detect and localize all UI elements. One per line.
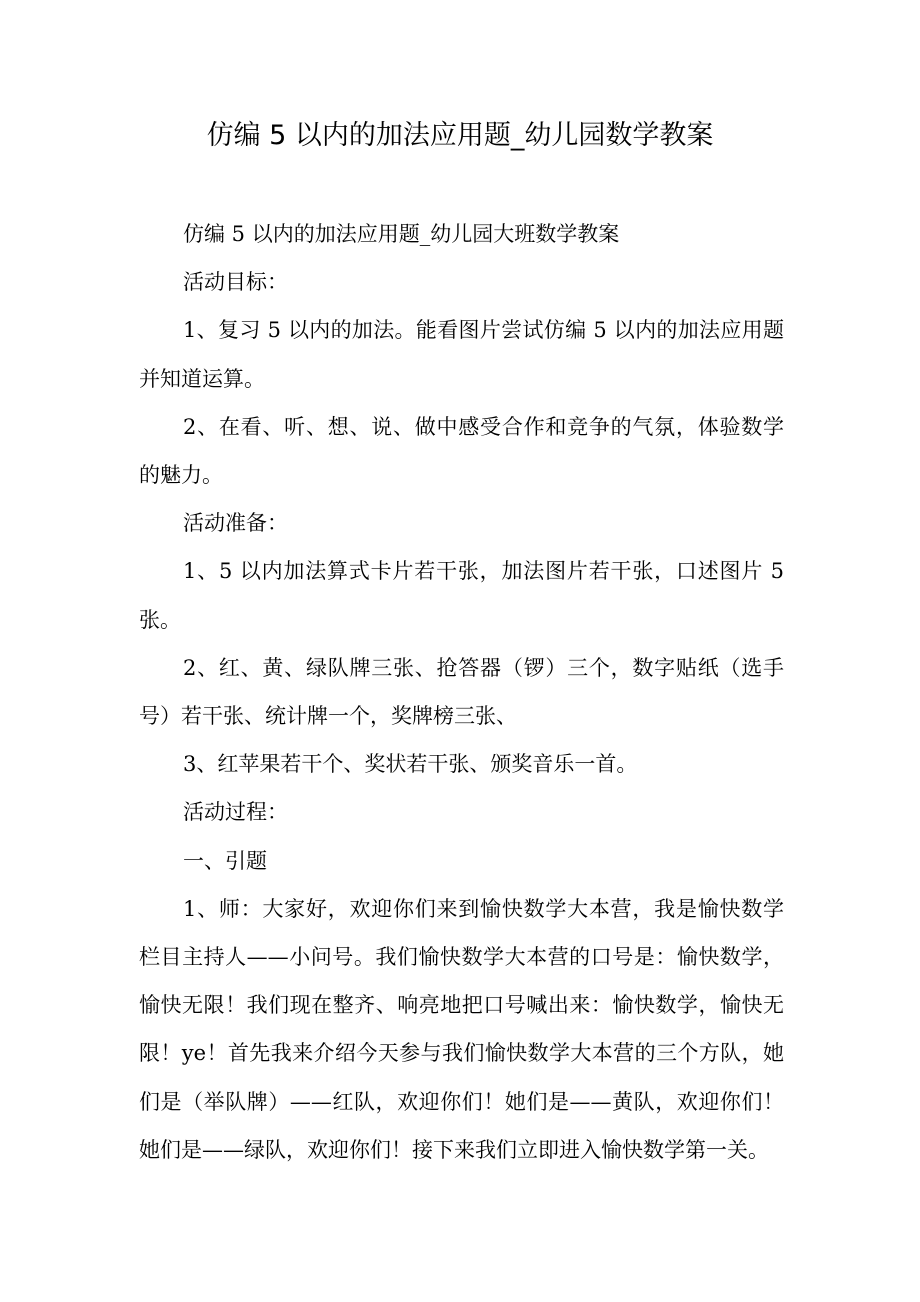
document-title: 仿编 5 以内的加法应用题_幼儿园数学教案 — [206, 120, 714, 151]
section-heading-goals: 活动目标： — [183, 270, 288, 295]
goal-item-1: 1、复习 5 以内的加法。能看图片尝试仿编 5 以内的加法应用题并知道运算。 — [139, 318, 784, 391]
preparation-item-3: 3、红苹果若干个、奖状若干张、颁奖音乐一首。 — [183, 752, 638, 777]
process-step-heading: 一、引题 — [183, 848, 267, 873]
section-heading-process: 活动过程： — [183, 800, 288, 825]
preparation-item-2: 2、红、黄、绿队牌三张、抢答器（锣）三个，数字贴纸（选手号）若干张、统计牌一个，奖牌榜三张、 — [139, 655, 784, 729]
section-heading-preparation: 活动准备： — [183, 511, 288, 536]
preparation-item-1: 1、5 以内加法算式卡片若干张，加法图片若干张，口述图片 5 张。 — [139, 559, 784, 632]
document-body — [139, 210, 784, 1174]
subtitle-paragraph: 仿编 5 以内的加法应用题_幼儿园大班数学教案 — [183, 222, 620, 246]
goal-item-2: 2、在看、听、想、说、做中感受合作和竞争的气氛，体验数学的魅力。 — [139, 414, 784, 488]
process-step-1: 1、师：大家好，欢迎你们来到愉快数学大本营，我是愉快数学栏目主持人——小问号。我们愉快数学大本营的口号是：愉快数学，愉快无限！我们现在整齐、响亮地把口号喊出来：愉快数学，愉快无限！ye！首先我来介绍今天参与我们愉快数学大本营的三个方队，她们是（举队牌）——红队，欢迎你们！她们是——黄队，欢迎你们！她们是——绿队，欢迎你们！接下来我们立即进入愉快数学第一关。 — [139, 896, 784, 1162]
